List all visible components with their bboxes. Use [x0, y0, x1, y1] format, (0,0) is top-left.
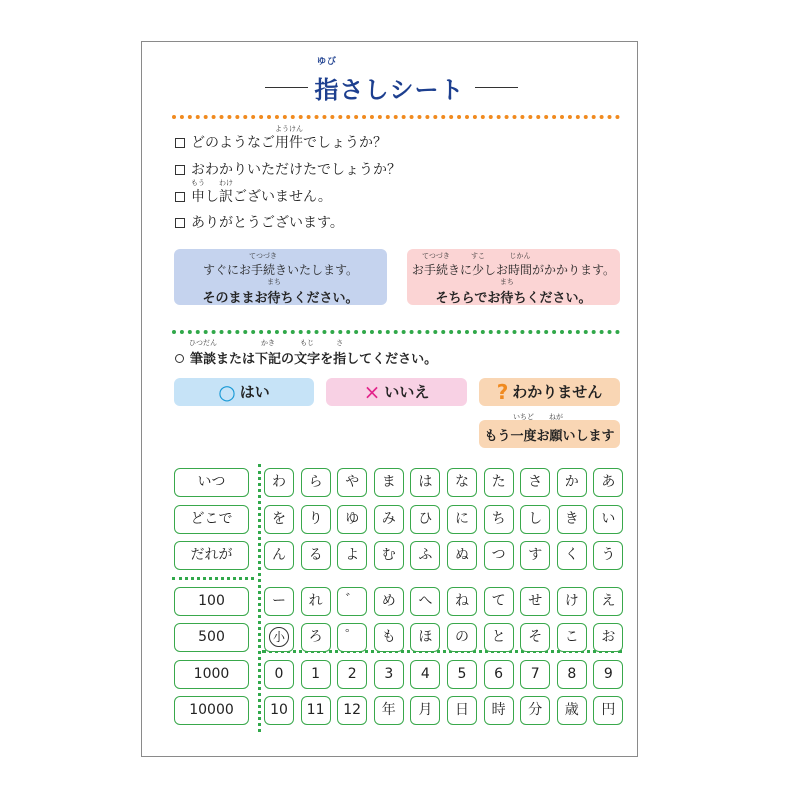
- kana-cell[interactable]: ゜: [337, 623, 367, 652]
- kana-cell[interactable]: ひ: [410, 505, 440, 534]
- kana-cell[interactable]: め: [374, 587, 404, 616]
- kana-cell[interactable]: き: [557, 505, 587, 534]
- kana-cell[interactable]: せ: [520, 587, 550, 616]
- kana-cell[interactable]: 6: [484, 660, 514, 689]
- dont-understand-button[interactable]: ? わかりません: [479, 378, 620, 406]
- kana-cell[interactable]: ろ: [301, 623, 331, 652]
- kana-cell[interactable]: 歳: [557, 696, 587, 725]
- kana-cell[interactable]: ゛: [337, 587, 367, 616]
- kana-cell[interactable]: も: [374, 623, 404, 652]
- words-divider: [172, 577, 254, 580]
- small-kana-circle: 小: [269, 627, 289, 647]
- kana-cell[interactable]: 年: [374, 696, 404, 725]
- no-button[interactable]: × いいえ: [326, 378, 467, 406]
- circle-bullet-icon: [175, 354, 184, 363]
- kana-cell[interactable]: た: [484, 468, 514, 497]
- kana-cell[interactable]: う: [593, 541, 623, 570]
- kana-cell[interactable]: や: [337, 468, 367, 497]
- kana-cell[interactable]: か: [557, 468, 587, 497]
- kana-cell[interactable]: さ: [520, 468, 550, 497]
- kana-cell[interactable]: わ: [264, 468, 294, 497]
- kana-cell[interactable]: よ: [337, 541, 367, 570]
- grid-vertical-divider: [258, 464, 261, 732]
- kana-cell[interactable]: て: [484, 587, 514, 616]
- kana-cell[interactable]: お: [593, 623, 623, 652]
- check-item-2[interactable]: おわかりいただけたでしょうか？: [175, 161, 401, 179]
- kana-cell[interactable]: な: [447, 468, 477, 497]
- kana-cell[interactable]: 1: [301, 660, 331, 689]
- green-dotted-divider: [172, 330, 620, 334]
- kana-cell[interactable]: 3: [374, 660, 404, 689]
- kana-cell[interactable]: ま: [374, 468, 404, 497]
- kana-cell[interactable]: ら: [301, 468, 331, 497]
- kana-cell[interactable]: ね: [447, 587, 477, 616]
- kana-cell[interactable]: そ: [520, 623, 550, 652]
- kana-cell[interactable]: ち: [484, 505, 514, 534]
- kana-cell[interactable]: に: [447, 505, 477, 534]
- kana-cell[interactable]: 9: [593, 660, 623, 689]
- kana-cell[interactable]: 月: [410, 696, 440, 725]
- kana-cell[interactable]: は: [410, 468, 440, 497]
- page-title: 指 ゆび さしシート: [314, 57, 465, 104]
- kana-cell[interactable]: 8: [557, 660, 587, 689]
- info-box-wait-there[interactable]: お手続 てつづき きに少 すこ しお時間 じかん がかかります。 そちらでお待 まち ちください。: [407, 249, 620, 305]
- kana-cell[interactable]: く: [557, 541, 587, 570]
- kana-cell[interactable]: り: [301, 505, 331, 534]
- word-cell-who[interactable]: だれが: [174, 541, 249, 570]
- check-item-1[interactable]: どのようなご用件 ようけん でしょうか？: [175, 134, 387, 152]
- kana-cell[interactable]: 12: [337, 696, 367, 725]
- info-box-wait-here[interactable]: すぐにお手続 てつづき きいたします。 そのままお待 まち ちください。: [174, 249, 387, 305]
- kana-cell[interactable]: 円: [593, 696, 623, 725]
- kana-cell[interactable]: 2: [337, 660, 367, 689]
- kana-cell[interactable]: る: [301, 541, 331, 570]
- kana-cell[interactable]: 4: [410, 660, 440, 689]
- kana-cell[interactable]: け: [557, 587, 587, 616]
- kana-cell[interactable]: ぬ: [447, 541, 477, 570]
- circle-icon: ○: [218, 380, 236, 404]
- pointing-sheet: [141, 41, 638, 757]
- word-cell-where[interactable]: どこで: [174, 505, 249, 534]
- cross-icon: ×: [363, 380, 381, 404]
- orange-dotted-divider: [172, 115, 620, 119]
- kana-cell[interactable]: ほ: [410, 623, 440, 652]
- kana-cell[interactable]: え: [593, 587, 623, 616]
- kana-cell[interactable]: 分: [520, 696, 550, 725]
- word-cell-500[interactable]: 500: [174, 623, 249, 652]
- kana-cell[interactable]: へ: [410, 587, 440, 616]
- kana-cell[interactable]: 5: [447, 660, 477, 689]
- yes-button[interactable]: ○ はい: [174, 378, 314, 406]
- kana-cell[interactable]: 10: [264, 696, 294, 725]
- checkbox-icon[interactable]: [175, 192, 185, 202]
- please-repeat-button[interactable]: もう一度 いちど お願 ねが いします: [479, 420, 620, 448]
- word-cell-10000[interactable]: 10000: [174, 696, 249, 725]
- kana-cell[interactable]: む: [374, 541, 404, 570]
- kana-cell[interactable]: 11: [301, 696, 331, 725]
- kana-cell[interactable]: 時: [484, 696, 514, 725]
- kana-cell[interactable]: い: [593, 505, 623, 534]
- check-item-4[interactable]: ありがとうございます。: [175, 214, 344, 232]
- kana-cell[interactable]: つ: [484, 541, 514, 570]
- check-item-3[interactable]: 申 もう し訳 わけ ございません。: [175, 188, 332, 206]
- kana-cell[interactable]: 0: [264, 660, 294, 689]
- kana-cell[interactable]: こ: [557, 623, 587, 652]
- checkbox-icon[interactable]: [175, 218, 185, 228]
- kana-cell[interactable]: し: [520, 505, 550, 534]
- kana-cell[interactable]: ゆ: [337, 505, 367, 534]
- kana-cell[interactable]: の: [447, 623, 477, 652]
- kana-cell[interactable]: あ: [593, 468, 623, 497]
- kana-cell[interactable]: と: [484, 623, 514, 652]
- kana-cell[interactable]: れ: [301, 587, 331, 616]
- kana-cell[interactable]: 7: [520, 660, 550, 689]
- kana-cell[interactable]: を: [264, 505, 294, 534]
- kana-cell[interactable]: [264, 623, 294, 652]
- word-cell-100[interactable]: 100: [174, 587, 249, 616]
- instruction-text: 筆談 ひつだん または下記 かき の文字 もじ を指 さ してください。: [175, 348, 437, 367]
- checkbox-icon[interactable]: [175, 165, 185, 175]
- kana-cell[interactable]: み: [374, 505, 404, 534]
- word-cell-1000[interactable]: 1000: [174, 660, 249, 689]
- word-cell-when[interactable]: いつ: [174, 468, 249, 497]
- question-mark-icon: ?: [496, 380, 509, 404]
- kana-cell[interactable]: す: [520, 541, 550, 570]
- kana-cell[interactable]: 日: [447, 696, 477, 725]
- checkbox-icon[interactable]: [175, 138, 185, 148]
- kana-cell[interactable]: ん: [264, 541, 294, 570]
- kana-cell[interactable]: ふ: [410, 541, 440, 570]
- kana-cell[interactable]: ー: [264, 587, 294, 616]
